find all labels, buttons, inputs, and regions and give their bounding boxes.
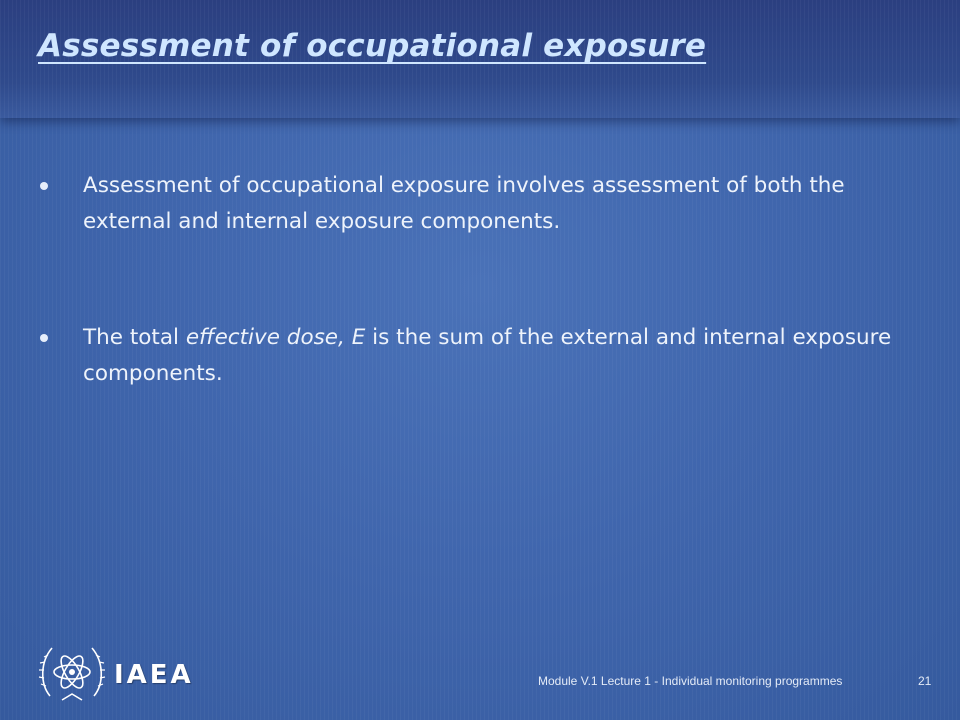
iaea-emblem-icon bbox=[36, 636, 108, 708]
bullet-dot-icon bbox=[40, 334, 48, 342]
bullet-item bbox=[40, 320, 900, 392]
page-number: 21 bbox=[918, 674, 932, 688]
bullet-item bbox=[40, 168, 900, 240]
bullet-dot-icon bbox=[40, 182, 48, 190]
footer-module-text: Module V.1 Lecture 1 - Individual monitoring programmes bbox=[538, 674, 843, 688]
bullet-text-emphasis: effective dose, E bbox=[185, 325, 366, 350]
bullet-text-part: is the sum of the external and internal exposure components. bbox=[83, 325, 892, 386]
bullet-text bbox=[83, 320, 900, 392]
iaea-logo-text: IAEA bbox=[114, 660, 194, 690]
bullet-text: Assessment of occupational exposure involves assessment of both the external and internal exposure components. bbox=[83, 173, 845, 234]
slide-title: Assessment of occupational exposure bbox=[38, 28, 707, 64]
header-band bbox=[0, 0, 960, 118]
bullet-text-part: The total bbox=[83, 325, 186, 350]
